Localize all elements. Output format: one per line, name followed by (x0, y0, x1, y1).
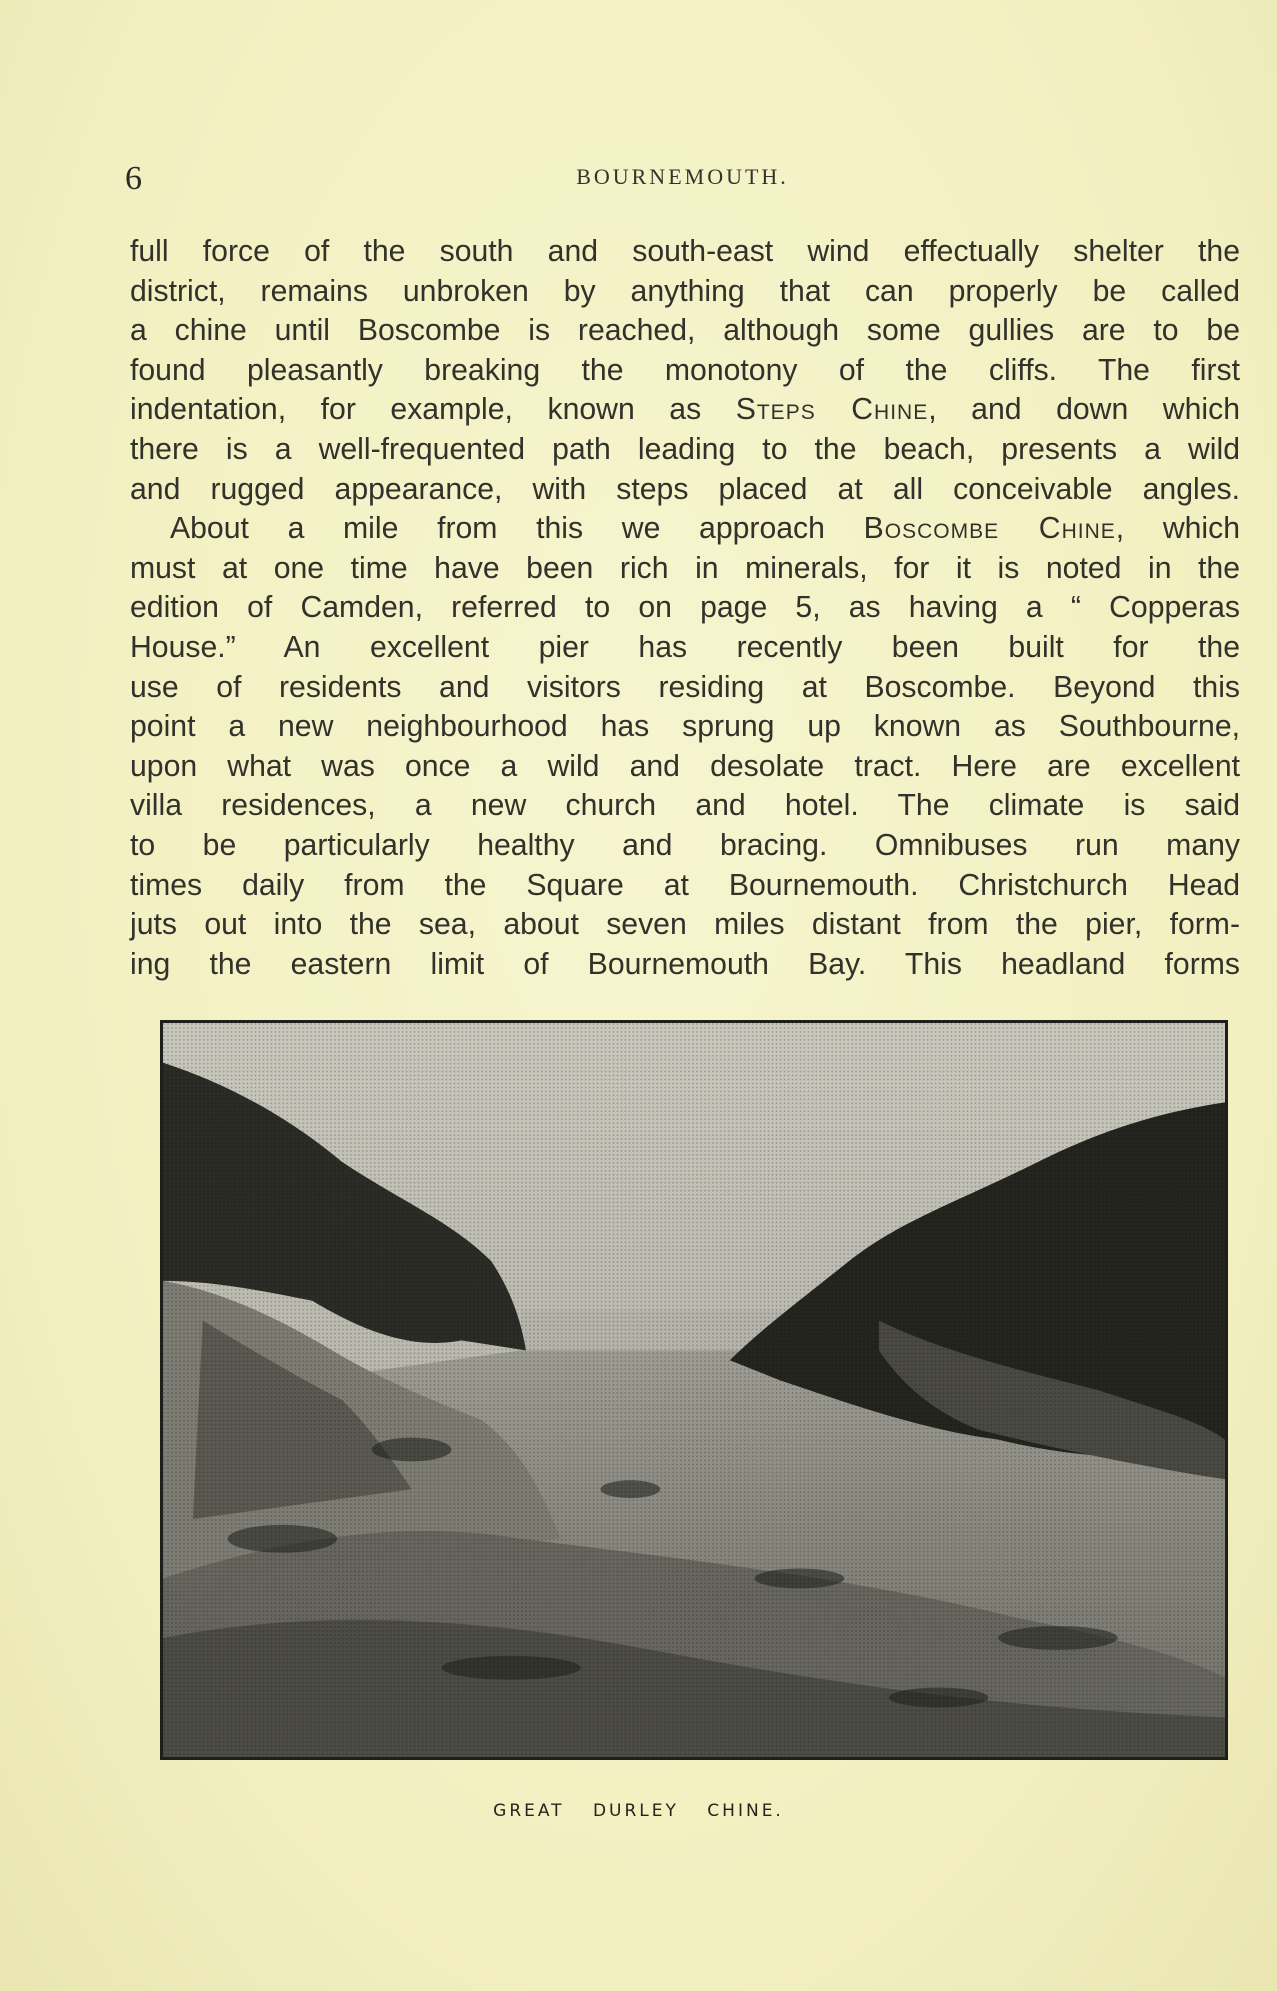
text-segment: a chine until Boscombe is reached, although some gullies are to be (130, 314, 1240, 348)
text-segment: to be particularly healthy and bracing. Omnibuses run many (130, 828, 1240, 862)
photo-figure (160, 1020, 1228, 1760)
text-line (130, 628, 1240, 668)
text-line (130, 945, 1240, 985)
text-line (130, 272, 1240, 312)
text-segment: edition of Camden, referred to on page 5, as having a “ Copperas (130, 591, 1240, 625)
text-line (130, 668, 1240, 708)
text-segment: upon what was once a wild and desolate tract. Here are excellent (130, 749, 1240, 783)
text-segment: found pleasantly breaking the monotony of the cliffs. The first (130, 353, 1240, 387)
text-line (130, 707, 1240, 747)
figure-caption (0, 1801, 1277, 1821)
text-line (130, 509, 1240, 549)
chine-photograph (163, 1023, 1225, 1757)
text-segment: House.” An excellent pier has recently been built for the (130, 630, 1240, 664)
text-line (130, 390, 1240, 430)
body-text (130, 232, 1240, 984)
place-name: Steps Chine (735, 393, 929, 427)
text-segment: indentation, for example, known as (130, 393, 736, 427)
text-segment: district, remains unbroken by anything that can properly be called (130, 274, 1240, 308)
text-line (130, 470, 1240, 510)
text-line (130, 549, 1240, 589)
text-segment: and rugged appearance, with steps placed at all conceivable angles. (130, 472, 1240, 506)
text-line (130, 232, 1240, 272)
text-segment: About a mile from this we approach (170, 512, 864, 546)
figure-caption-text: GREAT DURLEY CHINE. (493, 1801, 784, 1821)
page-header (125, 160, 1240, 200)
text-segment: full force of the south and south-east wind effectually shelter the (130, 235, 1240, 268)
text-segment: point a new neighbourhood has sprung up known as Southbourne, (130, 710, 1240, 744)
place-name: Boscombe Chine (863, 512, 1116, 546)
text-line (130, 351, 1240, 391)
page-number: 6 (125, 160, 142, 197)
running-head: BOURNEMOUTH. (576, 164, 789, 189)
text-line (130, 905, 1240, 945)
text-segment: villa residences, a new church and hotel. The climate is said (130, 789, 1240, 823)
text-line (130, 588, 1240, 628)
text-segment: , which (1115, 512, 1240, 546)
text-segment: use of residents and visitors residing at Boscombe. Beyond this (130, 670, 1240, 704)
text-segment: times daily from the Square at Bournemouth. Christchurch Head (130, 868, 1240, 902)
text-line (130, 786, 1240, 826)
text-segment: must at one time have been rich in minerals, for it is noted in the (130, 551, 1240, 585)
text-segment: ing the eastern limit of Bournemouth Bay. This headland forms (130, 947, 1240, 981)
text-line (130, 866, 1240, 906)
text-segment: there is a well-frequented path leading to the beach, presents a wild (130, 432, 1240, 466)
text-line (130, 747, 1240, 787)
text-segment: juts out into the sea, about seven miles distant from the pier, form- (130, 908, 1240, 942)
text-line (130, 311, 1240, 351)
text-line (130, 826, 1240, 866)
text-line (130, 430, 1240, 470)
text-segment: , and down which (928, 393, 1240, 427)
